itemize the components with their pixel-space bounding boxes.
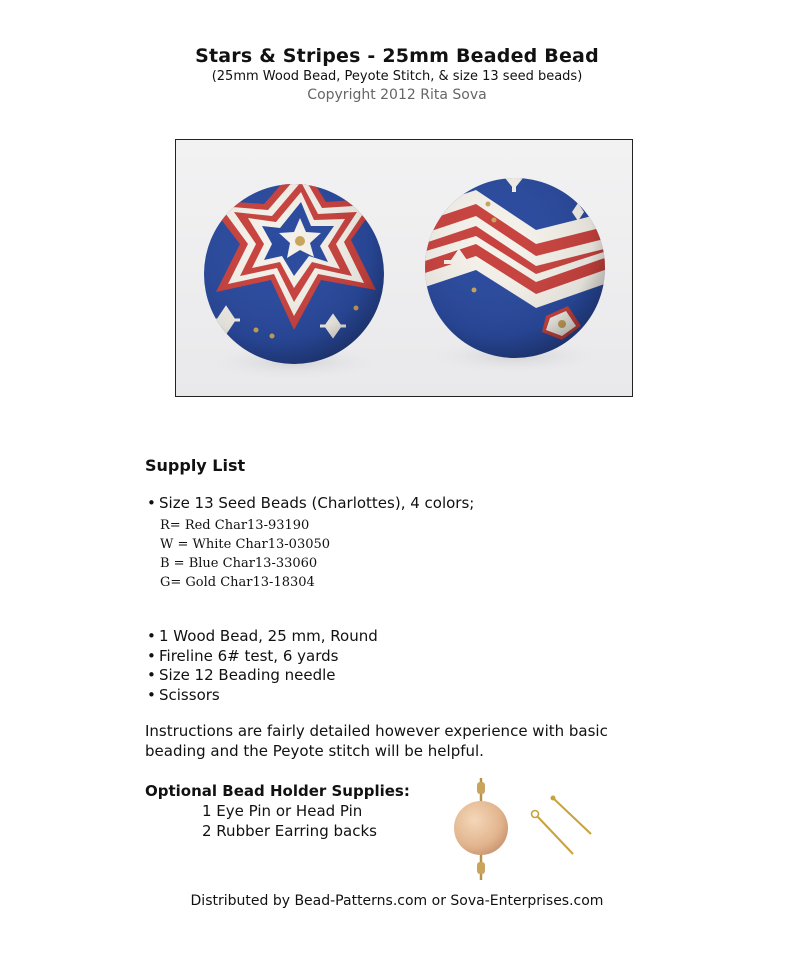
bead-color-gold: G= Gold Char13-18304 <box>160 574 315 590</box>
bullet: • <box>147 646 156 665</box>
earring-back-icon <box>477 862 485 874</box>
optional-eye-pin: 1 Eye Pin or Head Pin <box>202 802 363 820</box>
optional-earring-backs: 2 Rubber Earring backs <box>202 822 377 840</box>
list-item <box>145 494 665 514</box>
bead-color-blue: B = Blue Char13-33060 <box>160 555 318 571</box>
optional-supplies-title: Optional Bead Holder Supplies: <box>145 782 410 800</box>
bullet: • <box>147 494 156 512</box>
bead-colors-list <box>160 516 665 592</box>
eye-pin-icon <box>537 816 573 854</box>
bead-color-white: W = White Char13-03050 <box>160 536 331 552</box>
list-item <box>145 627 378 647</box>
wood-bead-icon <box>454 801 508 855</box>
optional-supplies <box>145 781 410 841</box>
bullet: • <box>147 627 156 645</box>
bead-color-red: R= Red Char13-93190 <box>160 517 310 533</box>
page-title: Stars & Stripes - 25mm Beaded Bead <box>195 45 599 67</box>
left-bead <box>196 162 396 380</box>
header <box>0 44 794 104</box>
head-pin-icon <box>553 798 591 834</box>
supply-wood-bead: 1 Wood Bead, 25 mm, Round <box>159 627 378 645</box>
supply-fireline: Fireline 6# test, 6 yards <box>159 646 339 665</box>
list-item <box>145 686 378 706</box>
seed-beads-list <box>145 494 665 514</box>
distributor-footer: Distributed by Bead-Patterns.com or Sova-Enterprises.com <box>190 893 604 909</box>
beaded-beads-illustration <box>176 140 632 396</box>
bead-holder-illustration <box>445 776 605 890</box>
beaded-bead-photo <box>175 139 633 397</box>
supply-scissors: Scissors <box>159 685 220 704</box>
earring-back-icon <box>477 782 485 794</box>
list-item <box>145 647 378 667</box>
list-item <box>145 666 378 686</box>
bullet: • <box>147 666 156 684</box>
bullet: • <box>147 685 156 704</box>
copyright-notice: Copyright 2012 Rita Sova <box>307 87 487 103</box>
other-supplies-list <box>145 627 378 705</box>
supply-list <box>145 455 665 592</box>
seed-beads-item: Size 13 Seed Beads (Charlottes), 4 colors; <box>159 494 475 512</box>
supply-needle: Size 12 Beading needle <box>159 666 336 684</box>
instructions-note: Instructions are fairly detailed however experience with basic beading and the Peyote stitch will be helpful. <box>145 722 608 760</box>
page-subtitle: (25mm Wood Bead, Peyote Stitch, & size 13 seed beads) <box>211 69 583 84</box>
supply-list-heading: Supply List <box>145 456 246 475</box>
right-bead <box>416 162 616 370</box>
